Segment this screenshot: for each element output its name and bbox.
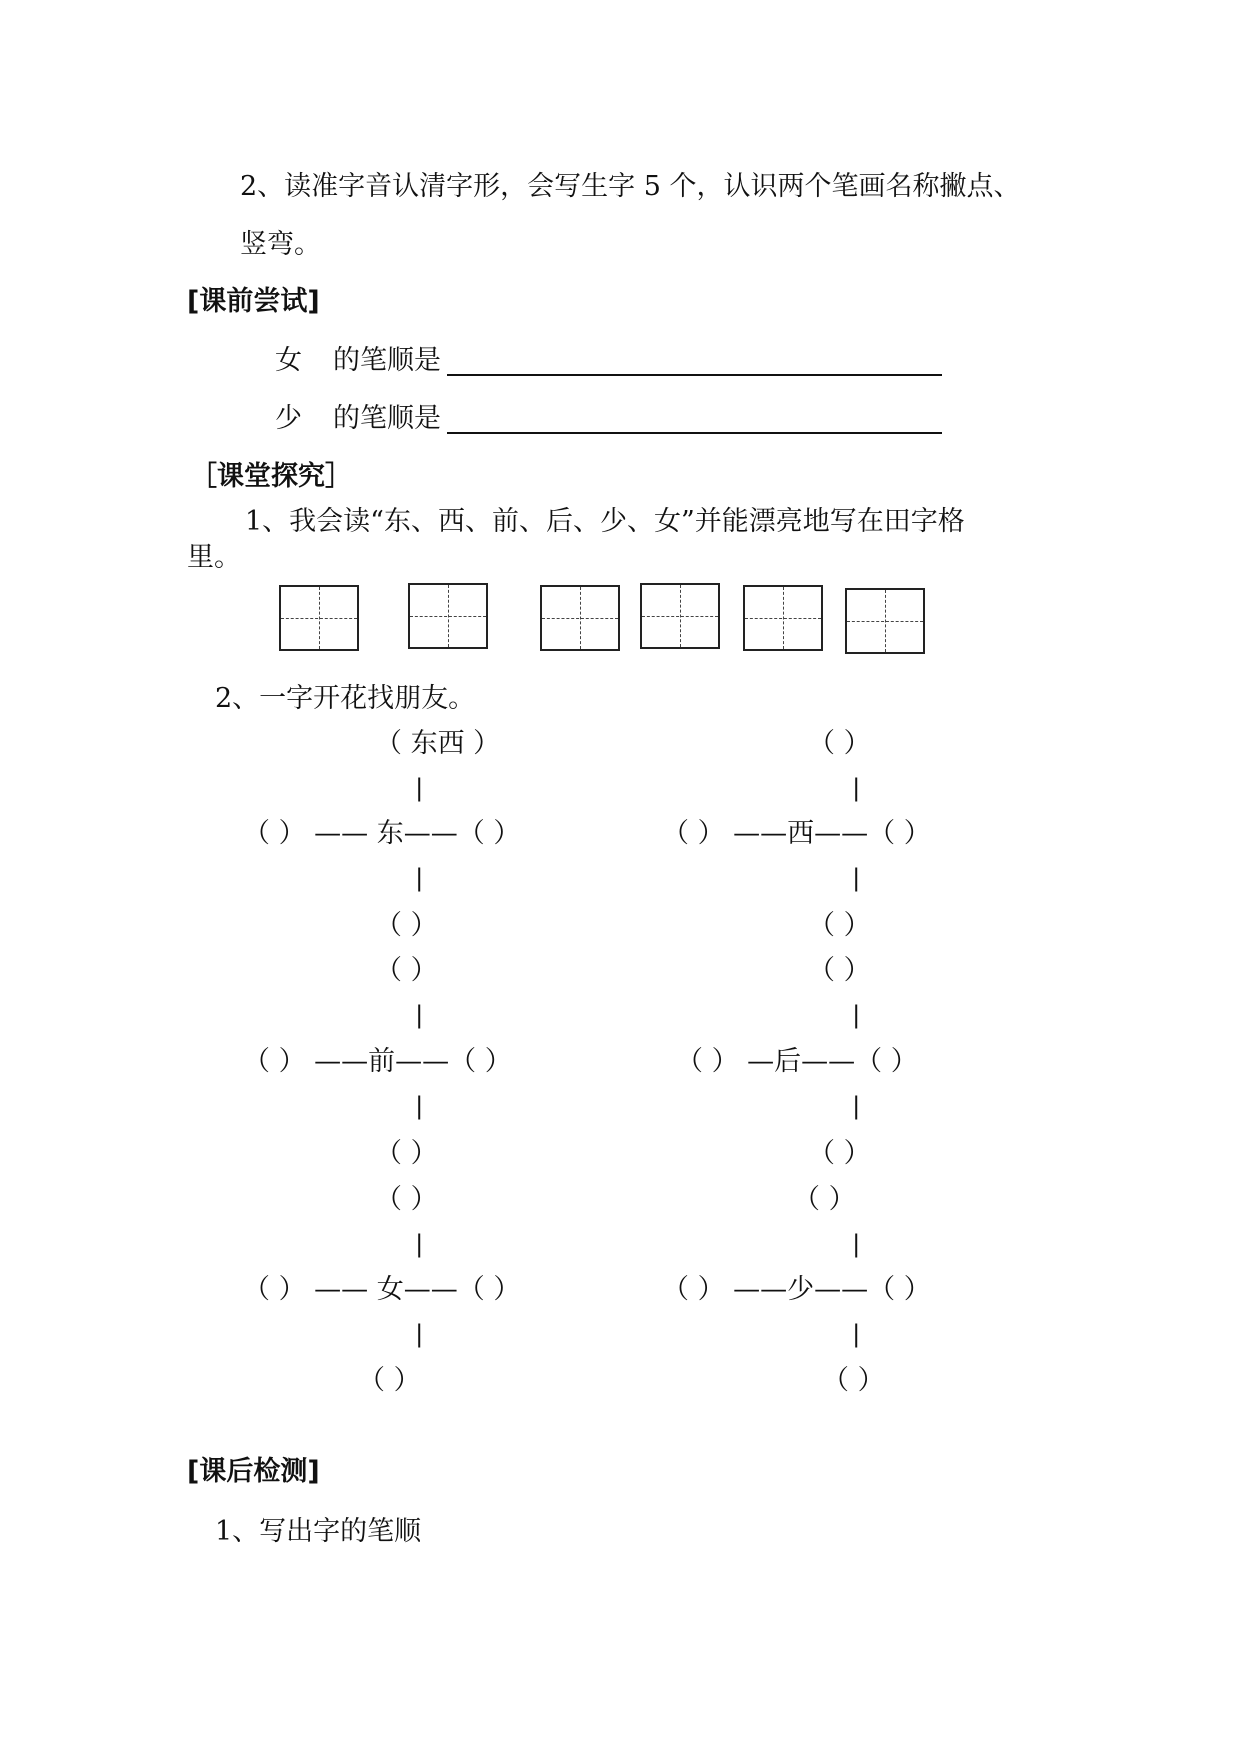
flower-xi-top[interactable]: （ ） xyxy=(808,728,871,759)
flower-shao-stem-up: | xyxy=(849,1230,864,1258)
flower-dong-bottom[interactable]: （ ） xyxy=(375,910,438,941)
tianzige-grid-1[interactable] xyxy=(279,585,359,651)
flower-xi-bottom[interactable]: （ ） xyxy=(808,910,871,941)
task1-line-2: 里。 xyxy=(187,542,241,573)
flower-qian-top[interactable]: （ ） xyxy=(375,955,438,986)
pre-class-heading: [课前尝试] xyxy=(187,286,320,317)
flower-xi-middle[interactable]: （ ） ——西——（ ） xyxy=(662,818,931,849)
stroke-order-answer-line-nv[interactable] xyxy=(447,374,942,376)
tianzige-grid-5[interactable] xyxy=(743,585,823,651)
flower-shao-top[interactable]: （ ） xyxy=(793,1184,856,1215)
task1-line-1: 1、我会读“东、西、前、后、少、女”并能漂亮地写在田字格 xyxy=(245,506,965,537)
flower-xi-stem-up: | xyxy=(849,774,864,802)
flower-hou-stem-up: | xyxy=(849,1001,864,1029)
flower-dong-middle[interactable]: （ ） —— 东——（ ） xyxy=(243,818,521,849)
tianzige-grid-4[interactable] xyxy=(640,583,720,649)
flower-qian-bottom[interactable]: （ ） xyxy=(375,1138,438,1169)
stroke-order-answer-line-shao[interactable] xyxy=(447,432,942,434)
flower-hou-stem-down: | xyxy=(849,1092,864,1120)
tianzige-grid-6[interactable] xyxy=(845,588,925,654)
flower-nv-stem-down: | xyxy=(412,1320,427,1348)
post-class-heading: [课后检测] xyxy=(187,1456,320,1487)
flower-shao-middle[interactable]: （ ） ——少——（ ） xyxy=(662,1274,931,1305)
tianzige-grid-2[interactable] xyxy=(408,583,488,649)
flower-nv-middle[interactable]: （ ） —— 女——（ ） xyxy=(243,1274,521,1305)
flower-xi-stem-down: | xyxy=(849,864,864,892)
flower-hou-bottom[interactable]: （ ） xyxy=(808,1138,871,1169)
flower-nv-top[interactable]: （ ） xyxy=(375,1184,438,1215)
flower-shao-stem-down: | xyxy=(849,1320,864,1348)
objective-line-2: 竖弯。 xyxy=(240,229,321,260)
flower-dong-top[interactable]: （ 东西 ） xyxy=(375,728,501,759)
in-class-heading: ［课堂探究］ xyxy=(190,461,352,492)
stroke-order-label-nv: 的笔顺是 xyxy=(333,345,441,376)
objective-line-1: 2、读准字音认清字形，会写生字 5 个，认识两个笔画名称撇点、 xyxy=(240,171,1021,202)
flower-hou-middle[interactable]: （ ） —后——（ ） xyxy=(676,1046,918,1077)
flower-qian-stem-up: | xyxy=(412,1001,427,1029)
flower-dong-stem-down: | xyxy=(412,864,427,892)
stroke-order-char-nv: 女 xyxy=(275,345,302,376)
flower-hou-top[interactable]: （ ） xyxy=(808,955,871,986)
flower-shao-bottom[interactable]: （ ） xyxy=(822,1365,885,1396)
stroke-order-label-shao: 的笔顺是 xyxy=(333,403,441,434)
flower-qian-middle[interactable]: （ ） ——前——（ ） xyxy=(243,1046,512,1077)
flower-nv-stem-up: | xyxy=(412,1230,427,1258)
post-task1-text: 1、写出字的笔顺 xyxy=(215,1516,422,1547)
flower-dong-stem-up: | xyxy=(412,774,427,802)
task2-text: 2、一字开花找朋友。 xyxy=(215,683,476,714)
tianzige-grid-3[interactable] xyxy=(540,585,620,651)
flower-nv-bottom[interactable]: （ ） xyxy=(358,1365,421,1396)
stroke-order-char-shao: 少 xyxy=(275,403,302,434)
flower-qian-stem-down: | xyxy=(412,1092,427,1120)
